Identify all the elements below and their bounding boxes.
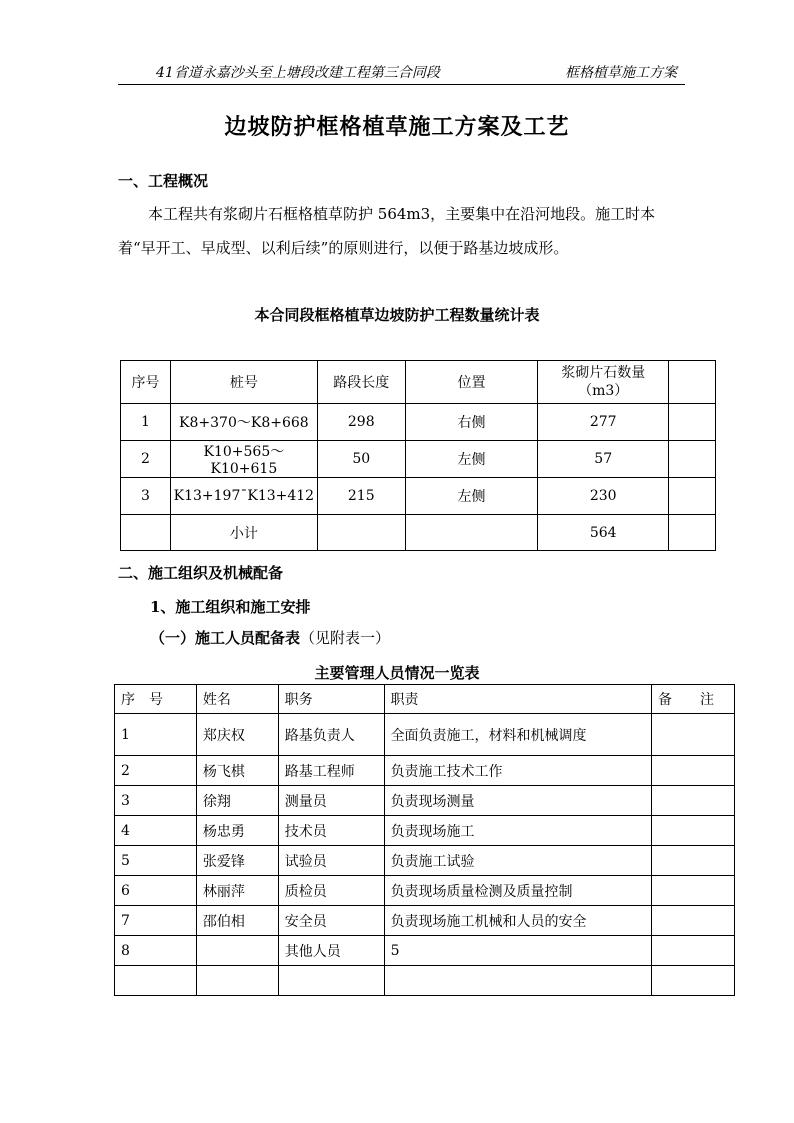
cell-quantity: 57 — [538, 441, 669, 478]
cell-extra — [669, 515, 716, 551]
header-cell: 桩号 — [170, 361, 317, 404]
cell-role: 试验员 — [278, 846, 384, 876]
cell-no: 3 — [115, 786, 197, 816]
cell-no: 5 — [115, 846, 197, 876]
cell-length: 298 — [317, 404, 405, 441]
cell-extra — [669, 478, 716, 515]
cell-note — [652, 876, 735, 906]
header-cell: 序号 — [121, 361, 171, 404]
cell-note — [652, 936, 735, 966]
table-row — [115, 756, 735, 786]
section2-heading: 二、施工组织及机械配备 — [118, 564, 284, 582]
cell-no: 6 — [115, 876, 197, 906]
cell-duty: 负责现场质量检测及质量控制 — [384, 876, 651, 906]
cell-name: 张爱锋 — [196, 846, 278, 876]
header-line: 浆砌片石数量 — [561, 365, 646, 381]
header-cell: 位置 — [405, 361, 538, 404]
cell-role: 路基负责人 — [278, 714, 384, 756]
page-header — [118, 58, 685, 85]
cell-position: 右侧 — [405, 404, 538, 441]
cell-duty: 5 — [384, 936, 651, 966]
cell-stake: K10+565～K10+615 — [170, 441, 317, 478]
section1-heading: 一、工程概况 — [118, 172, 209, 190]
cell-quantity: 277 — [538, 404, 669, 441]
cell-no: 1 — [115, 714, 197, 756]
subheading-bold: （一）施工人员配备表 — [150, 629, 301, 647]
cell-no: 8 — [115, 936, 197, 966]
header-cell — [538, 361, 669, 404]
cell-position: 左侧 — [405, 441, 538, 478]
cell-duty: 全面负责施工，材料和机械调度 — [384, 714, 651, 756]
cell-extra — [669, 404, 716, 441]
cell-name: 杨忠勇 — [196, 816, 278, 846]
header-cell: 序 号 — [115, 685, 197, 714]
cell-name — [196, 966, 278, 996]
subsection-subheading — [150, 627, 390, 648]
header-project-name: 41省道永嘉沙头至上塘段改建工程第三合同段 — [156, 65, 440, 81]
cell-duty: 负责现场施工 — [384, 816, 651, 846]
cell-no — [115, 966, 197, 996]
cell-no: 2 — [115, 756, 197, 786]
cell-role: 安全员 — [278, 906, 384, 936]
table-row — [121, 478, 716, 515]
cell-role: 质检员 — [278, 876, 384, 906]
cell-no: 4 — [115, 816, 197, 846]
cell-length: 215 — [317, 478, 405, 515]
subtotal-row — [121, 515, 716, 551]
cell-role: 路基工程师 — [278, 756, 384, 786]
subtotal-label: 小计 — [170, 515, 317, 551]
cell-note — [652, 906, 735, 936]
cell-note — [652, 714, 735, 756]
staff-table-title: 主要管理人员情况一览表 — [314, 664, 480, 682]
table-row — [121, 404, 716, 441]
cell-length — [317, 515, 405, 551]
cell-note — [652, 756, 735, 786]
cell-name: 郑庆权 — [196, 714, 278, 756]
header-cell — [669, 361, 716, 404]
cell-note — [652, 816, 735, 846]
cell-no: 2 — [121, 441, 171, 478]
subsection-heading: 1、施工组织和施工安排 — [150, 598, 311, 616]
table-row — [121, 441, 716, 478]
cell-extra — [669, 441, 716, 478]
header-cell: 职责 — [384, 685, 651, 714]
cell-duty: 负责现场施工机械和人员的安全 — [384, 906, 651, 936]
cell-note — [652, 786, 735, 816]
cell-duty — [384, 966, 651, 996]
header-cell: 备 注 — [652, 685, 735, 714]
table-header-row — [121, 361, 716, 404]
cell-position: 左侧 — [405, 478, 538, 515]
table-row — [115, 786, 735, 816]
cell-note — [652, 966, 735, 996]
cell-name: 杨飞棋 — [196, 756, 278, 786]
cell-name: 邵伯相 — [196, 906, 278, 936]
cell-role: 技术员 — [278, 816, 384, 846]
cell-stake: K13+197¯K13+412 — [170, 478, 317, 515]
subheading-rest: （见附表一） — [300, 629, 391, 647]
cell-name: 林丽萍 — [196, 876, 278, 906]
cell-length: 50 — [317, 441, 405, 478]
header-cell: 职务 — [278, 685, 384, 714]
cell-position — [405, 515, 538, 551]
table-row — [115, 936, 735, 966]
header-doc-name: 框格植草施工方案 — [565, 65, 677, 81]
cell-name: 徐翔 — [196, 786, 278, 816]
cell-duty: 负责施工技术工作 — [384, 756, 651, 786]
section1-paragraph — [118, 197, 698, 265]
cell-no: 7 — [115, 906, 197, 936]
table-row — [115, 714, 735, 756]
cell-duty: 负责现场测量 — [384, 786, 651, 816]
cell-role — [278, 966, 384, 996]
cell-no — [121, 515, 171, 551]
document-title: 边坡防护框格植草施工方案及工艺 — [224, 114, 570, 140]
cell-no: 1 — [121, 404, 171, 441]
table-row — [115, 876, 735, 906]
cell-role: 测量员 — [278, 786, 384, 816]
cell-duty: 负责施工试验 — [384, 846, 651, 876]
quantity-table — [120, 360, 716, 551]
paragraph-line-1: 本工程共有浆砌片石框格植草防护 564m3，主要集中在沿河地段。施工时本 — [148, 205, 656, 223]
cell-name — [196, 936, 278, 966]
subtotal-value: 564 — [538, 515, 669, 551]
cell-quantity: 230 — [538, 478, 669, 515]
cell-role: 其他人员 — [278, 936, 384, 966]
staff-table — [114, 684, 735, 996]
cell-no: 3 — [121, 478, 171, 515]
table-row — [115, 906, 735, 936]
header-cell: 姓名 — [196, 685, 278, 714]
cell-note — [652, 846, 735, 876]
table-row — [115, 846, 735, 876]
paragraph-line-2: 着“早开工、早成型、以利后续”的原则进行，以便于路基边坡成形。 — [118, 239, 569, 257]
table-row — [115, 966, 735, 996]
table-header-row — [115, 685, 735, 714]
header-line: （m3） — [578, 383, 629, 399]
table-row — [115, 816, 735, 846]
header-cell: 路段长度 — [317, 361, 405, 404]
cell-stake: K8+370～K8+668 — [170, 404, 317, 441]
qty-table-title: 本合同段框格植草边坡防护工程数量统计表 — [254, 306, 540, 324]
